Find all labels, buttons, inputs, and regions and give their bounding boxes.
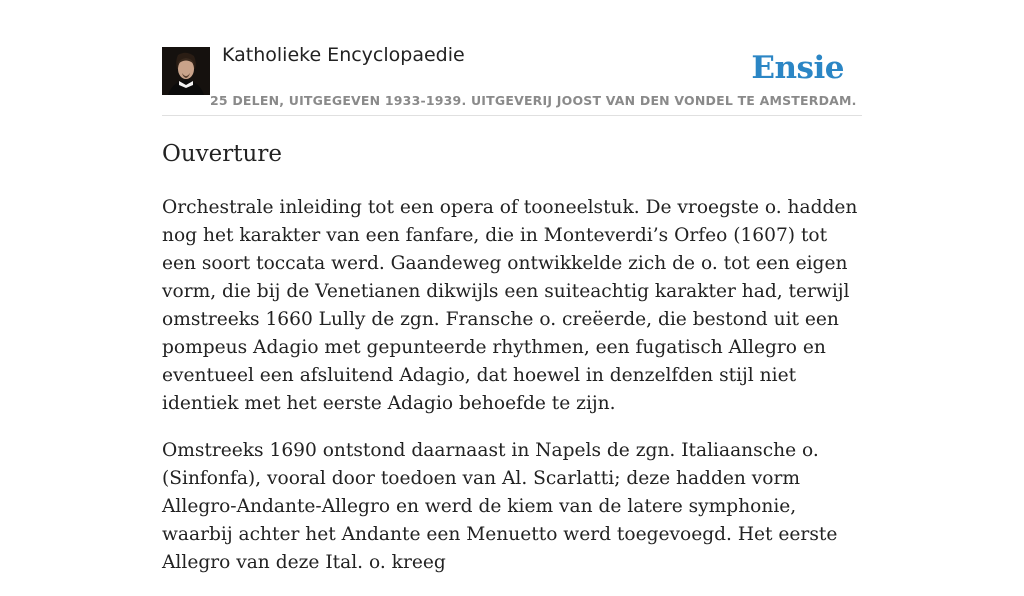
article [162,136,862,596]
article-paragraph: Orchestrale inleiding tot een opera of tooneelstuk. De vroegste o. hadden nog het karakter van een fanfare, die in Monteverdi’s Orfeo (1607) tot een soort toccata werd. Gaandeweg ontwikkelde zich de o. tot een eigen vorm, die bij de Venetianen dikwijls een suiteachtig karakter had, terwijl omstreeks 1660 Lully de zgn. Fransche o. creëerde, die bestond uit een pompeus Adagio met gepunteerde rhythmen, een fugatisch Allegro en eventueel een afsluitend Adagio, dat hoewel in denzelfden stijl niet identiek met het eerste Adagio behoefde te zijn. [162,197,858,414]
source-subtitle: 25 DELEN, UITGEGEVEN 1933-1939. UITGEVERIJ JOOST VAN DEN VONDEL TE AMSTERDAM. [210,93,857,108]
portrait-avatar-icon[interactable] [162,47,210,95]
article-paragraph: Omstreeks 1690 ontstond daarnaast in Napels de zgn. Italiaansche o. (Sinfonfa), vooral door toedoen van Al. Scarlatti; deze hadden vorm Allegro-Andante-Allegro en werd de kiem van de latere symphonie, waarbij achter het Andante een Menuetto werd toegevoegd. Het eerste Allegro van deze Ital. o. kreeg [162,440,838,573]
source-header [162,0,862,116]
article-title: Ouverture [162,141,282,167]
ensie-logo-link[interactable]: Ensie [751,50,844,86]
source-title[interactable]: Katholieke Encyclopaedie [222,44,465,66]
